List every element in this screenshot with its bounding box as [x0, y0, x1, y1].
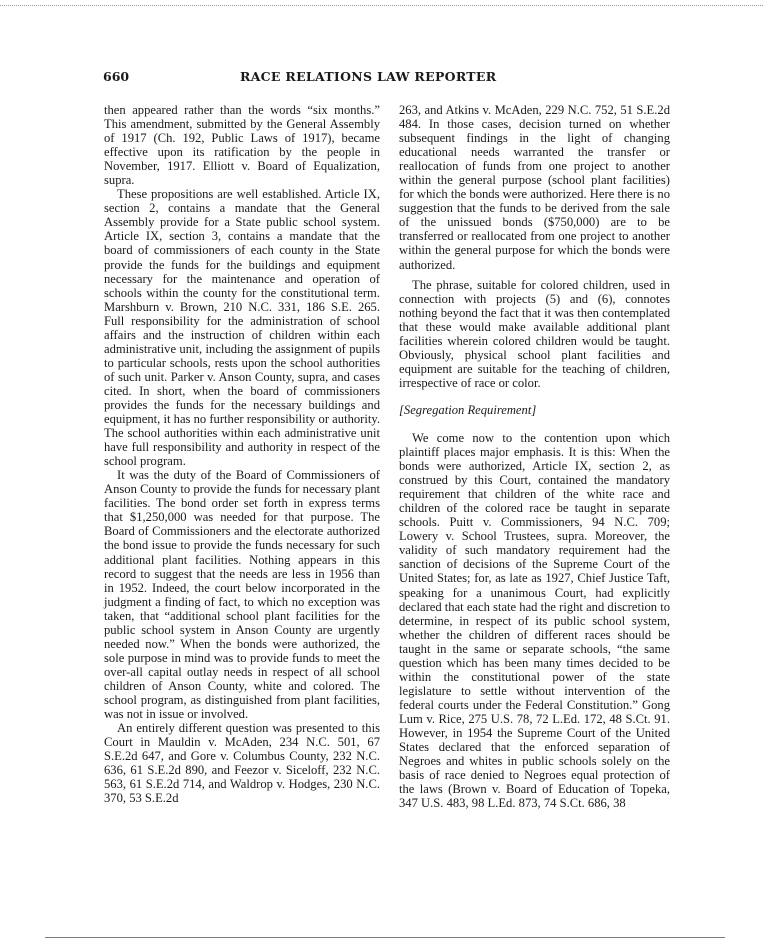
left-paragraph-1: then appeared rather than the words “six months.” This amendment, submitted by the General Assembly of 1917 (Ch. 192, Public Laws of 1917), became effective upon its ratification by the people in November, 1917. Elliott v. Board of Equalization, supra.	[104, 103, 380, 188]
running-title: RACE RELATIONS LAW REPORTER	[240, 69, 497, 84]
left-column	[104, 103, 380, 805]
left-paragraph-3: It was the duty of the Board of Commissioners of Anson County to provide the funds for necessary plant facilities. The bond order set forth in express terms that $1,250,000 was needed for that purpose. The Board of Commissioners and the electorate authorized the bond issue to provide the funds necessary for such additional plant facilities. Nothing appears in this record to suggest that the needs are less in 1956 than in 1952. Indeed, the court below incorporated in the judgment a finding of fact, to which no exception was taken, that “additional school plant facilities for the public school system in Anson County are urgently needed now.” When the bonds were authorized, the sole purpose in mind was to provide funds to meet the over-all capital outlay needs in respect of all school children of Anson County, white and colored. The school program, as distinguished from plant facilities, was not in issue or involved.	[104, 468, 380, 722]
page-number: 660	[103, 69, 130, 84]
right-paragraph-2: The phrase, suitable for colored children, used in connection with projects (5) and (6), connotes nothing beyond the fact that it was then contemplated that these would make available additional plant facilities wherein colored children would be taught. Obviously, physical school plant facilities and equipment are suitable for the teaching of children, irrespective of race or color.	[399, 277, 670, 390]
section-heading: [Segregation Requirement]	[399, 402, 537, 417]
top-dotted-rule	[0, 5, 763, 6]
left-paragraph-2: These propositions are well established. Article IX, section 2, contains a mandate that the General Assembly provide for a State public school system. Article IX, section 3, contains a mandate that the board of commissioners of each county in the State provide the funds for the buildings and equipment necessary for the maintenance and operation of schools within the county for the constitutional term. Marshburn v. Brown, 210 N.C. 331, 186 S.E. 265. Full responsibility for the administration of school affairs and the instruction of children within each administrative unit, including the assignment of pupils to particular schools, rests upon the school authorities of such unit. Parker v. Anson County, supra, and cases cited. In short, when the board of commissioners provides the funds for the necessary buildings and equipment, it has no further responsibility or authority. The school authorities within each administrative unit have full responsibility and authority in respect of the school program.	[104, 187, 380, 469]
right-column	[399, 103, 670, 810]
bottom-rule	[45, 937, 725, 938]
left-paragraph-4: An entirely different question was presented to this Court in Mauldin v. McAden, 234 N.C. 501, 67 S.E.2d 647, and Gore v. Columbus County, 232 N.C. 636, 61 S.E.2d 890, and Feezor v. Siceloff, 232 N.C. 563, 61 S.E.2d 714, and Waldrop v. Hodges, 230 N.C. 370, 53 S.E.2d	[104, 721, 380, 806]
right-paragraph-3: We come now to the contention upon which plaintiff places major emphasis. It is this: When the bonds were authorized, Article IX, section 2, as construed by this Court, contained the mandatory requirement that children of the white race and children of the colored race be taught in separate schools. Puitt v. Commissioners, 94 N.C. 709; Lowery v. School Trustees, supra. Moreover, the validity of such mandatory requirement had the sanction of decisions of the Supreme Court of the United States; for, as late as 1927, Chief Justice Taft, speaking for a unanimous Court, had explicitly declared that each state had the right and discretion to determine, in respect of its public school system, whether the children of different races should be taught in the same or separate schools, “the same question which has been many times decided to be within the constitutional power of the state legislature to settle without intervention of the federal courts under the Federal Constitution.” Gong Lum v. Rice, 275 U.S. 78, 72 L.Ed. 172, 48 S.Ct. 91. However, in 1954 the Supreme Court of the United States declared that the enforced separation of Negroes and whites in public schools solely on the basis of race denied to Negroes equal protection of the laws (Brown v. Board of Education of Topeka, 347 U.S. 483, 98 L.Ed. 873, 74 S.Ct. 686, 38	[399, 430, 671, 811]
right-paragraph-1: 263, and Atkins v. McAden, 229 N.C. 752, 51 S.E.2d 484. In those cases, decision turned on whether subsequent findings in the light of changing educational needs warranted the transfer or reallocation of funds from one project to another within the general purpose (school plant facilities) for which the bonds were authorized. Here there is no suggestion that the funds to be derived from the sale of the unissued bonds ($750,000) are to be transferred or reallocated from one project to another within the general purpose for which the bonds were authorized.	[399, 103, 670, 272]
